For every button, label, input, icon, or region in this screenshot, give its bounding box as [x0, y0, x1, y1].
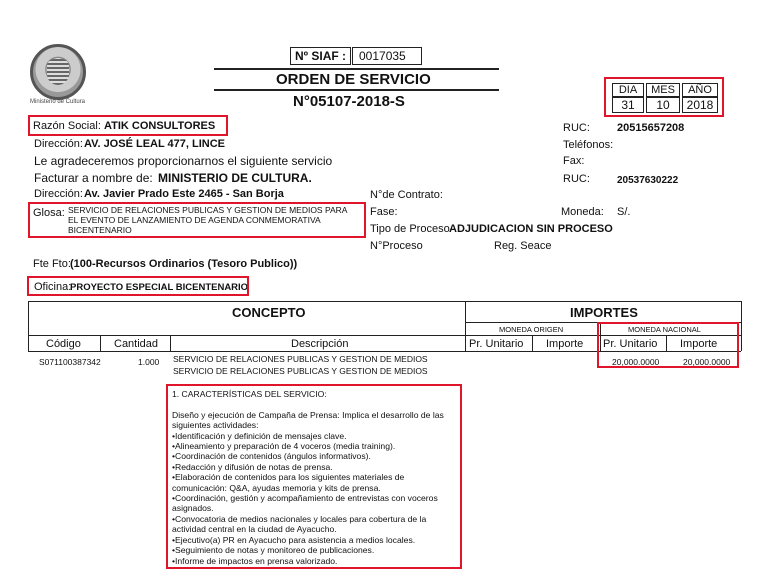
direccion-value: AV. JOSÉ LEAL 477, LINCE [84, 138, 226, 150]
siaf-label: Nº SIAF : [290, 47, 351, 65]
ruc2-value: 20537630222 [617, 175, 679, 186]
ruc-value: 20515657208 [617, 122, 685, 134]
col-importe-origen: Importe [546, 338, 584, 350]
row-pr-unitario: 20,000.0000 [612, 357, 660, 367]
moneda-value: S/. [617, 206, 631, 218]
ftefto-label: Fte Fto: [33, 258, 71, 270]
tipo-proceso-value: ADJUDICACION SIN PROCESO [449, 223, 613, 235]
col-importe-nacional: Importe [680, 338, 718, 350]
oficina-value: PROYECTO ESPECIAL BICENTENARIO [70, 282, 249, 293]
date-dia: 31 [612, 97, 644, 113]
oficina-highlight [27, 276, 249, 296]
direccion2-label: Dirección: [34, 188, 83, 200]
col-pr-unitario-origen: Pr. Unitario [469, 338, 524, 350]
razon-social-value: ATIK CONSULTORES [104, 120, 216, 132]
date-anio-label: AÑO [682, 83, 718, 97]
telefonos-label: Teléfonos: [563, 139, 614, 151]
date-anio: 2018 [682, 97, 718, 113]
contrato-label: N°de Contrato: [370, 189, 443, 201]
row-codigo: S071100387342 [39, 357, 101, 367]
col-descripcion: Descripción [291, 338, 349, 350]
razon-social-label: Razón Social: [33, 120, 101, 132]
date-mes: 10 [646, 97, 680, 113]
row-importe: 20,000.0000 [683, 357, 731, 367]
document-title: ORDEN DE SERVICIO [276, 71, 431, 88]
fase-label: Fase: [370, 206, 398, 218]
glosa-value: SERVICIO DE RELACIONES PUBLICAS Y GESTION DE MEDIOS PARA EL EVENTO DE LANZAMIENTO DE AGENDA CONMEMORATIVA BICENTENARIO [68, 205, 348, 235]
intro-text: Le agradeceremos proporcionarnos el siguiente servicio [34, 154, 333, 168]
nproceso-label: N°Proceso [370, 240, 423, 252]
ftefto-value: (100-Recursos Ordinarios (Tesoro Publico)) [70, 258, 298, 270]
siaf-value: 0017035 [352, 47, 422, 65]
date-highlight [604, 77, 724, 117]
service-characteristics: 1. CARACTERÍSTICAS DEL SERVICIO: Diseño y ejecución de Campaña de Prensa: Implica el desarrollo de las siguientes actividades: •Identificación y definición de mensajes clave. •Alineamiento y preparación de 4 voceros (media training). •Coordinación de contenidos (ángulos informativos). •Redacción y difusión de notas de prensa. •Elaboración de contenidos para los siguientes materiales de comunicación: Q&A, ayudas memoria y kits de prensa. •Coordinación, gestión y acompañamiento de entrevistas con voceros asignados. •Convocatoria de medios nacionales y locales para cobertura de la actividad central en la ciudad de Ayacucho. •Ejecutivo(a) PR en Ayacucho para asistencia a medios locales. •Seguimiento de notas y monitoreo de publicaciones. •Informe de impactos en prensa valorizado. [172, 389, 444, 566]
direccion-label: Dirección: [34, 138, 83, 150]
col-cantidad: Cantidad [114, 338, 159, 350]
moneda-origen-header: MONEDA ORIGEN [499, 325, 564, 334]
glosa-label: Glosa: [33, 207, 65, 219]
row-cantidad: 1.000 [138, 357, 160, 367]
moneda-label: Moneda: [561, 206, 604, 218]
col-pr-unitario-nacional: Pr. Unitario [603, 338, 658, 350]
fax-label: Fax: [563, 155, 585, 167]
ruc2-label: RUC: [563, 173, 590, 185]
order-number: N°05107-2018-S [293, 93, 405, 110]
row-descripcion-1: SERVICIO DE RELACIONES PUBLICAS Y GESTION DE MEDIOS [173, 354, 428, 364]
concepto-header: CONCEPTO [232, 305, 306, 320]
facturar-value: MINISTERIO DE CULTURA. [158, 171, 312, 185]
razon-social-highlight [28, 115, 228, 136]
date-mes-label: MES [646, 83, 680, 97]
direccion2-value: Av. Javier Prado Este 2465 - San Borja [84, 188, 284, 200]
ruc-label: RUC: [563, 122, 590, 134]
reg-seace-label: Reg. Seace [494, 240, 552, 252]
ministry-seal-logo [30, 44, 86, 100]
row-descripcion-2: SERVICIO DE RELACIONES PUBLICAS Y GESTION DE MEDIOS [173, 366, 428, 376]
characteristics-highlight [166, 384, 462, 569]
glosa-highlight [28, 202, 366, 238]
importes-header: IMPORTES [570, 305, 638, 320]
logo-caption: Ministerio de Cultura [30, 99, 86, 105]
tipo-proceso-label: Tipo de Proceso [370, 223, 450, 235]
date-dia-label: DIA [612, 83, 644, 97]
oficina-label: Oficina: [34, 281, 72, 293]
moneda-nacional-header: MONEDA NACIONAL [628, 325, 701, 334]
facturar-label: Facturar a nombre de: [34, 171, 153, 185]
col-codigo: Código [46, 338, 81, 350]
